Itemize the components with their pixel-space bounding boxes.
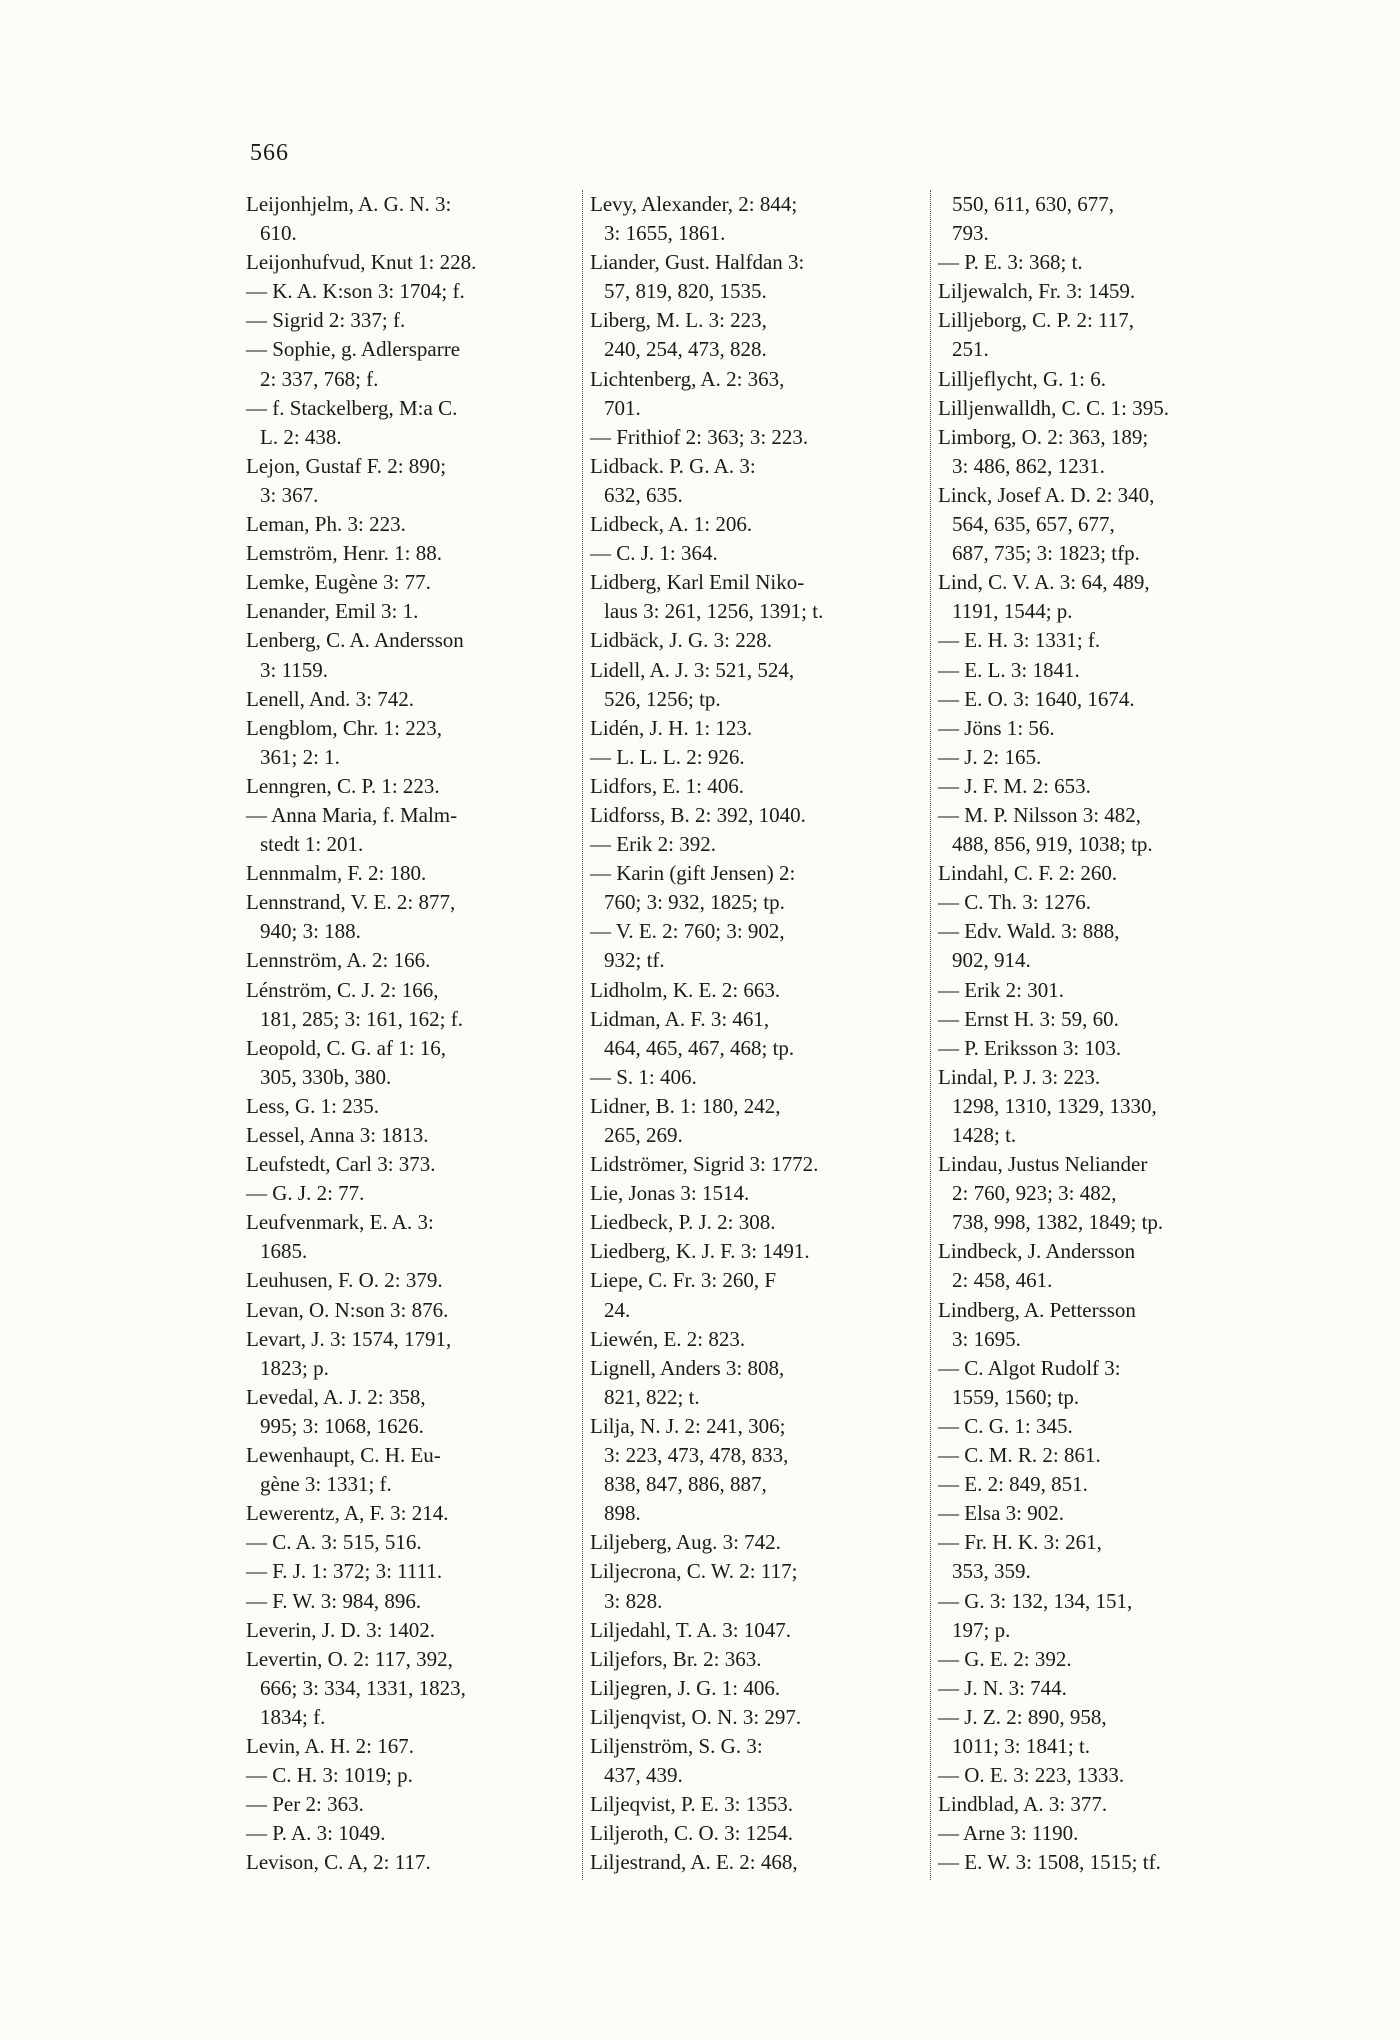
index-entry-line: 3: 1655, 1861. (604, 221, 726, 246)
index-entry-line: Lichtenberg, A. 2: 363, (590, 366, 785, 391)
index-entry-line: Lindberg, A. Pettersson (938, 1297, 1136, 1322)
column-divider (582, 190, 583, 1880)
index-entry-line: Levy, Alexander, 2: 844; (590, 192, 798, 216)
index-entry-line: Lejon, Gustaf F. 2: 890; (246, 453, 447, 478)
index-entry-line: Levan, O. N:son 3: 876. (246, 1297, 449, 1322)
index-entry-line: — C. M. R. 2: 861. (938, 1443, 1101, 1468)
index-entry-line: Levison, C. A, 2: 117. (246, 1850, 431, 1875)
index-entry-line: Lind, C. V. A. 3: 64, 489, (938, 570, 1150, 595)
index-entry-line: — P. Eriksson 3: 103. (938, 1035, 1122, 1060)
index-entry-line: Lindau, Justus Neliander (938, 1152, 1148, 1177)
index-entry-line: — Frithiof 2: 363; 3: 223. (590, 424, 809, 449)
index-entry-line: Lidfors, E. 1: 406. (590, 773, 744, 798)
index-entry-line: Lilljenwalldh, C. C. 1: 395. (938, 395, 1169, 420)
index-entry-line: Liljenqvist, O. N. 3: 297. (590, 1704, 802, 1729)
index-entry-line: 1823; p. (260, 1355, 329, 1380)
index-entry-line: Lindal, P. J. 3: 223. (938, 1064, 1101, 1089)
index-entry-line: Liljenström, S. G. 3: (590, 1733, 763, 1758)
index-entry-line: Lenngren, C. P. 1: 223. (246, 773, 440, 798)
index-entry-line: Lénström, C. J. 2: 166, (246, 977, 439, 1002)
index-entry-line: Lidén, J. H. 1: 123. (590, 715, 753, 740)
index-entry-line: — M. P. Nilsson 3: 482, (938, 802, 1142, 827)
index-entry-line: 687, 735; 3: 1823; tfp. (952, 541, 1140, 566)
index-entry-line: 2: 458, 461. (952, 1268, 1053, 1293)
index-entry-line: — F. J. 1: 372; 3: 1111. (246, 1559, 443, 1584)
index-entry-line: Leufstedt, Carl 3: 373. (246, 1152, 436, 1177)
index-entry-line: 610. (260, 221, 297, 246)
index-entry-line: Liljeberg, Aug. 3: 742. (590, 1530, 781, 1555)
index-entry-line: — L. L. L. 2: 926. (590, 744, 745, 769)
index-entry-line: 1834; f. (260, 1704, 326, 1729)
index-entry-line: Lidholm, K. E. 2: 663. (590, 977, 781, 1002)
index-entry-line: 701. (604, 395, 641, 420)
index-entry-line: 3: 486, 862, 1231. (952, 453, 1105, 478)
index-entry-line: Lenberg, C. A. Andersson (246, 628, 464, 653)
index-entry-line: Lidbäck, J. G. 3: 228. (590, 628, 772, 653)
index-entry-line: Liedbeck, P. J. 2: 308. (590, 1210, 776, 1235)
index-entry-line: L. 2: 438. (260, 424, 342, 449)
index-entry-line: 3: 1159. (260, 657, 329, 682)
index-entry-line: Liepe, C. Fr. 3: 260, F (590, 1268, 777, 1293)
index-entry-line: Liljedahl, T. A. 3: 1047. (590, 1617, 792, 1642)
index-entry-line: Levin, A. H. 2: 167. (246, 1733, 414, 1758)
index-entry-line: — Sophie, g. Adlersparre (246, 337, 461, 362)
index-entry-line: Lewerentz, A, F. 3: 214. (246, 1501, 449, 1526)
index-entry-line: 361; 2: 1. (260, 744, 340, 769)
index-entry-line: Leopold, C. G. af 1: 16, (246, 1035, 447, 1060)
index-entry-line: 1011; 3: 1841; t. (952, 1733, 1091, 1758)
index-entry-line: 564, 635, 657, 677, (952, 512, 1115, 537)
index-entry-line: 3: 367. (260, 482, 319, 507)
index-entry-line: Lennström, A. 2: 166. (246, 948, 431, 973)
index-entry-line: — f. Stackelberg, M:a C. (246, 395, 458, 420)
index-entry-line: 821, 822; t. (604, 1384, 700, 1409)
index-entry-line: 2: 760, 923; 3: 482, (952, 1181, 1117, 1206)
index-entry-line: — Karin (gift Jensen) 2: (590, 861, 796, 886)
index-entry-line: — G. 3: 132, 134, 151, (938, 1588, 1133, 1613)
index-entry-line: Lilljeflycht, G. 1: 6. (938, 366, 1106, 391)
index-entry-line: — C. Algot Rudolf 3: (938, 1355, 1121, 1380)
index-entry-line: Leijonhufvud, Knut 1: 228. (246, 250, 477, 275)
index-entry-line: Lindblad, A. 3: 377. (938, 1792, 1108, 1817)
index-entry-line: 550, 611, 630, 677, (952, 192, 1114, 216)
index-entry-line: Lewenhaupt, C. H. Eu- (246, 1443, 441, 1468)
index-entry-line: 181, 285; 3: 161, 162; f. (260, 1006, 463, 1031)
index-entry-line: 838, 847, 886, 887, (604, 1472, 767, 1497)
index-entry-line: Less, G. 1: 235. (246, 1093, 379, 1118)
index-entry-line: Liljegren, J. G. 1: 406. (590, 1675, 781, 1700)
index-entry-line: Lennmalm, F. 2: 180. (246, 861, 427, 886)
index-entry-line: — Anna Maria, f. Malm- (246, 802, 458, 827)
index-entry-line: Lidner, B. 1: 180, 242, (590, 1093, 781, 1118)
index-entry-line: — C. G. 1: 345. (938, 1413, 1073, 1438)
index-entry-line: — C. H. 3: 1019; p. (246, 1763, 413, 1788)
index-entry-line: Linck, Josef A. D. 2: 340, (938, 482, 1155, 507)
index-entry-line: Liberg, M. L. 3: 223, (590, 308, 767, 333)
index-column-3 (938, 190, 1278, 1877)
index-entry-line: 24. (604, 1297, 631, 1322)
index-entry-line: 240, 254, 473, 828. (604, 337, 767, 362)
index-entry-line: 932; tf. (604, 948, 665, 973)
page-number: 566 (250, 140, 289, 166)
index-entry-line: — C. A. 3: 515, 516. (246, 1530, 422, 1555)
index-entry-line: Liljecrona, C. W. 2: 117; (590, 1559, 798, 1584)
index-entry-line: Leuhusen, F. O. 2: 379. (246, 1268, 443, 1293)
index-entry-line: Lidbeck, A. 1: 206. (590, 512, 753, 537)
index-entry-line: Liljeroth, C. O. 3: 1254. (590, 1821, 793, 1846)
index-entry-line: — Per 2: 363. (246, 1792, 364, 1817)
index-entry-line: — Ernst H. 3: 59, 60. (938, 1006, 1119, 1031)
index-entry-line: — P. E. 3: 368; t. (938, 250, 1083, 275)
index-entry-line: Levertin, O. 2: 117, 392, (246, 1646, 453, 1671)
index-entry-line: Lidman, A. F. 3: 461, (590, 1006, 770, 1031)
index-entry-line: 1191, 1544; p. (952, 599, 1073, 624)
index-entry-line: 632, 635. (604, 482, 683, 507)
index-entry-line: Lidströmer, Sigrid 3: 1772. (590, 1152, 819, 1177)
index-entry-line: 898. (604, 1501, 641, 1526)
index-entry-line: Lie, Jonas 3: 1514. (590, 1181, 750, 1206)
index-entry-line: 2: 337, 768; f. (260, 366, 379, 391)
index-entry-line: 3: 223, 473, 478, 833, (604, 1443, 789, 1468)
index-entry-line: — P. A. 3: 1049. (246, 1821, 386, 1846)
index-entry-line: 3: 828. (604, 1588, 663, 1613)
index-entry-line: — Sigrid 2: 337; f. (246, 308, 406, 333)
index-entry-line: — Arne 3: 1190. (938, 1821, 1079, 1846)
index-entry-line: Lessel, Anna 3: 1813. (246, 1123, 429, 1147)
index-entry-line: 305, 330b, 380. (260, 1064, 392, 1089)
index-entry-line: Lignell, Anders 3: 808, (590, 1355, 785, 1380)
index-entry-line: — S. 1: 406. (590, 1064, 697, 1089)
index-entry-line: 1685. (260, 1239, 308, 1264)
index-entry-line: — J. Z. 2: 890, 958, (938, 1704, 1107, 1729)
index-entry-line: — E. L. 3: 1841. (938, 657, 1080, 682)
index-entry-line: — K. A. K:son 3: 1704; f. (246, 279, 465, 304)
index-entry-line: Liewén, E. 2: 823. (590, 1326, 746, 1351)
index-entry-line: 1298, 1310, 1329, 1330, (952, 1093, 1157, 1118)
index-entry-line: 464, 465, 467, 468; tp. (604, 1035, 795, 1060)
index-entry-line: Liedberg, K. J. F. 3: 1491. (590, 1239, 810, 1264)
index-entry-line: 251. (952, 337, 989, 362)
index-entry-line: — Edv. Wald. 3: 888, (938, 919, 1120, 944)
index-entry-line: Liander, Gust. Halfdan 3: (590, 250, 805, 275)
index-entry-line: Leman, Ph. 3: 223. (246, 512, 406, 537)
index-entry-line: 1428; t. (952, 1123, 1017, 1147)
index-entry-line: — E. O. 3: 1640, 1674. (938, 686, 1135, 711)
index-entry-line: gène 3: 1331; f. (260, 1472, 392, 1497)
index-entry-line: Leverin, J. D. 3: 1402. (246, 1617, 435, 1642)
index-entry-line: 1559, 1560; tp. (952, 1384, 1080, 1409)
index-entry-line: 197; p. (952, 1617, 1011, 1642)
index-entry-line: 57, 819, 820, 1535. (604, 279, 767, 304)
index-entry-line: — J. N. 3: 744. (938, 1675, 1067, 1700)
index-entry-line: Limborg, O. 2: 363, 189; (938, 424, 1149, 449)
index-entry-line: — J. F. M. 2: 653. (938, 773, 1091, 798)
index-entry-line: — G. J. 2: 77. (246, 1181, 365, 1206)
index-entry-line: Leufvenmark, E. A. 3: (246, 1210, 434, 1235)
index-entry-line: 793. (952, 221, 989, 246)
index-entry-line: — Elsa 3: 902. (938, 1501, 1064, 1526)
index-entry-line: 666; 3: 334, 1331, 1823, (260, 1675, 466, 1700)
index-entry-line: 738, 998, 1382, 1849; tp. (952, 1210, 1164, 1235)
index-entry-line: — E. H. 3: 1331; f. (938, 628, 1101, 653)
index-entry-line: — Fr. H. K. 3: 261, (938, 1530, 1102, 1555)
index-entry-line: stedt 1: 201. (260, 832, 364, 857)
index-entry-line: — C. J. 1: 364. (590, 541, 718, 566)
index-entry-line: — E. 2: 849, 851. (938, 1472, 1088, 1497)
index-entry-line: — J. 2: 165. (938, 744, 1042, 769)
index-entry-line: 940; 3: 188. (260, 919, 361, 944)
index-entry-line: Leijonhjelm, A. G. N. 3: (246, 192, 452, 216)
index-entry-line: — Erik 2: 301. (938, 977, 1064, 1002)
column-divider (930, 190, 931, 1880)
index-entry-line: — C. Th. 3: 1276. (938, 890, 1092, 915)
index-entry-line: Lidforss, B. 2: 392, 1040. (590, 802, 806, 827)
index-entry-line: — V. E. 2: 760; 3: 902, (590, 919, 785, 944)
index-entry-line: — F. W. 3: 984, 896. (246, 1588, 422, 1613)
index-entry-line: 488, 856, 919, 1038; tp. (952, 832, 1153, 857)
index-entry-line: Lilljeborg, C. P. 2: 117, (938, 308, 1135, 333)
index-entry-line: Lidberg, Karl Emil Niko- (590, 570, 805, 595)
index-entry-line: Liljefors, Br. 2: 363. (590, 1646, 762, 1671)
index-entry-line: Lindbeck, J. Andersson (938, 1239, 1136, 1264)
index-entry-line: 760; 3: 932, 1825; tp. (604, 890, 785, 915)
index-entry-line: 3: 1695. (952, 1326, 1021, 1351)
index-entry-line: Lilja, N. J. 2: 241, 306; (590, 1413, 786, 1438)
index-entry-line: 526, 1256; tp. (604, 686, 721, 711)
index-entry-line: Levedal, A. J. 2: 358, (246, 1384, 426, 1409)
index-entry-line: Liljewalch, Fr. 3: 1459. (938, 279, 1136, 304)
index-entry-line: Lemström, Henr. 1: 88. (246, 541, 442, 566)
index-column-2 (590, 190, 920, 1877)
index-entry-line: — Erik 2: 392. (590, 832, 716, 857)
index-entry-line: — O. E. 3: 223, 1333. (938, 1763, 1125, 1788)
index-entry-line: — G. E. 2: 392. (938, 1646, 1072, 1671)
index-entry-line: 265, 269. (604, 1123, 683, 1147)
index-entry-line: laus 3: 261, 1256, 1391; t. (604, 599, 824, 624)
index-entry-line: Liljeqvist, P. E. 3: 1353. (590, 1792, 794, 1817)
index-entry-line: 995; 3: 1068, 1626. (260, 1413, 424, 1438)
index-entry-line: — E. W. 3: 1508, 1515; tf. (938, 1850, 1161, 1875)
index-entry-line: Lidell, A. J. 3: 521, 524, (590, 657, 795, 682)
index-entry-line: Lennstrand, V. E. 2: 877, (246, 890, 456, 915)
index-entry-line: 437, 439. (604, 1763, 683, 1788)
index-column-1 (246, 190, 576, 1877)
index-entry-line: 353, 359. (952, 1559, 1031, 1584)
index-entry-line: Liljestrand, A. E. 2: 468, (590, 1850, 798, 1875)
index-entry-line: Lidback. P. G. A. 3: (590, 453, 756, 478)
index-entry-line: Lengblom, Chr. 1: 223, (246, 715, 442, 740)
index-entry-line: 902, 914. (952, 948, 1031, 973)
index-entry-line: Lemke, Eugène 3: 77. (246, 570, 431, 595)
index-entry-line: Levart, J. 3: 1574, 1791, (246, 1326, 452, 1351)
index-entry-line: Lindahl, C. F. 2: 260. (938, 861, 1118, 886)
index-entry-line: Lenander, Emil 3: 1. (246, 599, 419, 624)
index-entry-line: — Jöns 1: 56. (938, 715, 1055, 740)
index-entry-line: Lenell, And. 3: 742. (246, 686, 414, 711)
